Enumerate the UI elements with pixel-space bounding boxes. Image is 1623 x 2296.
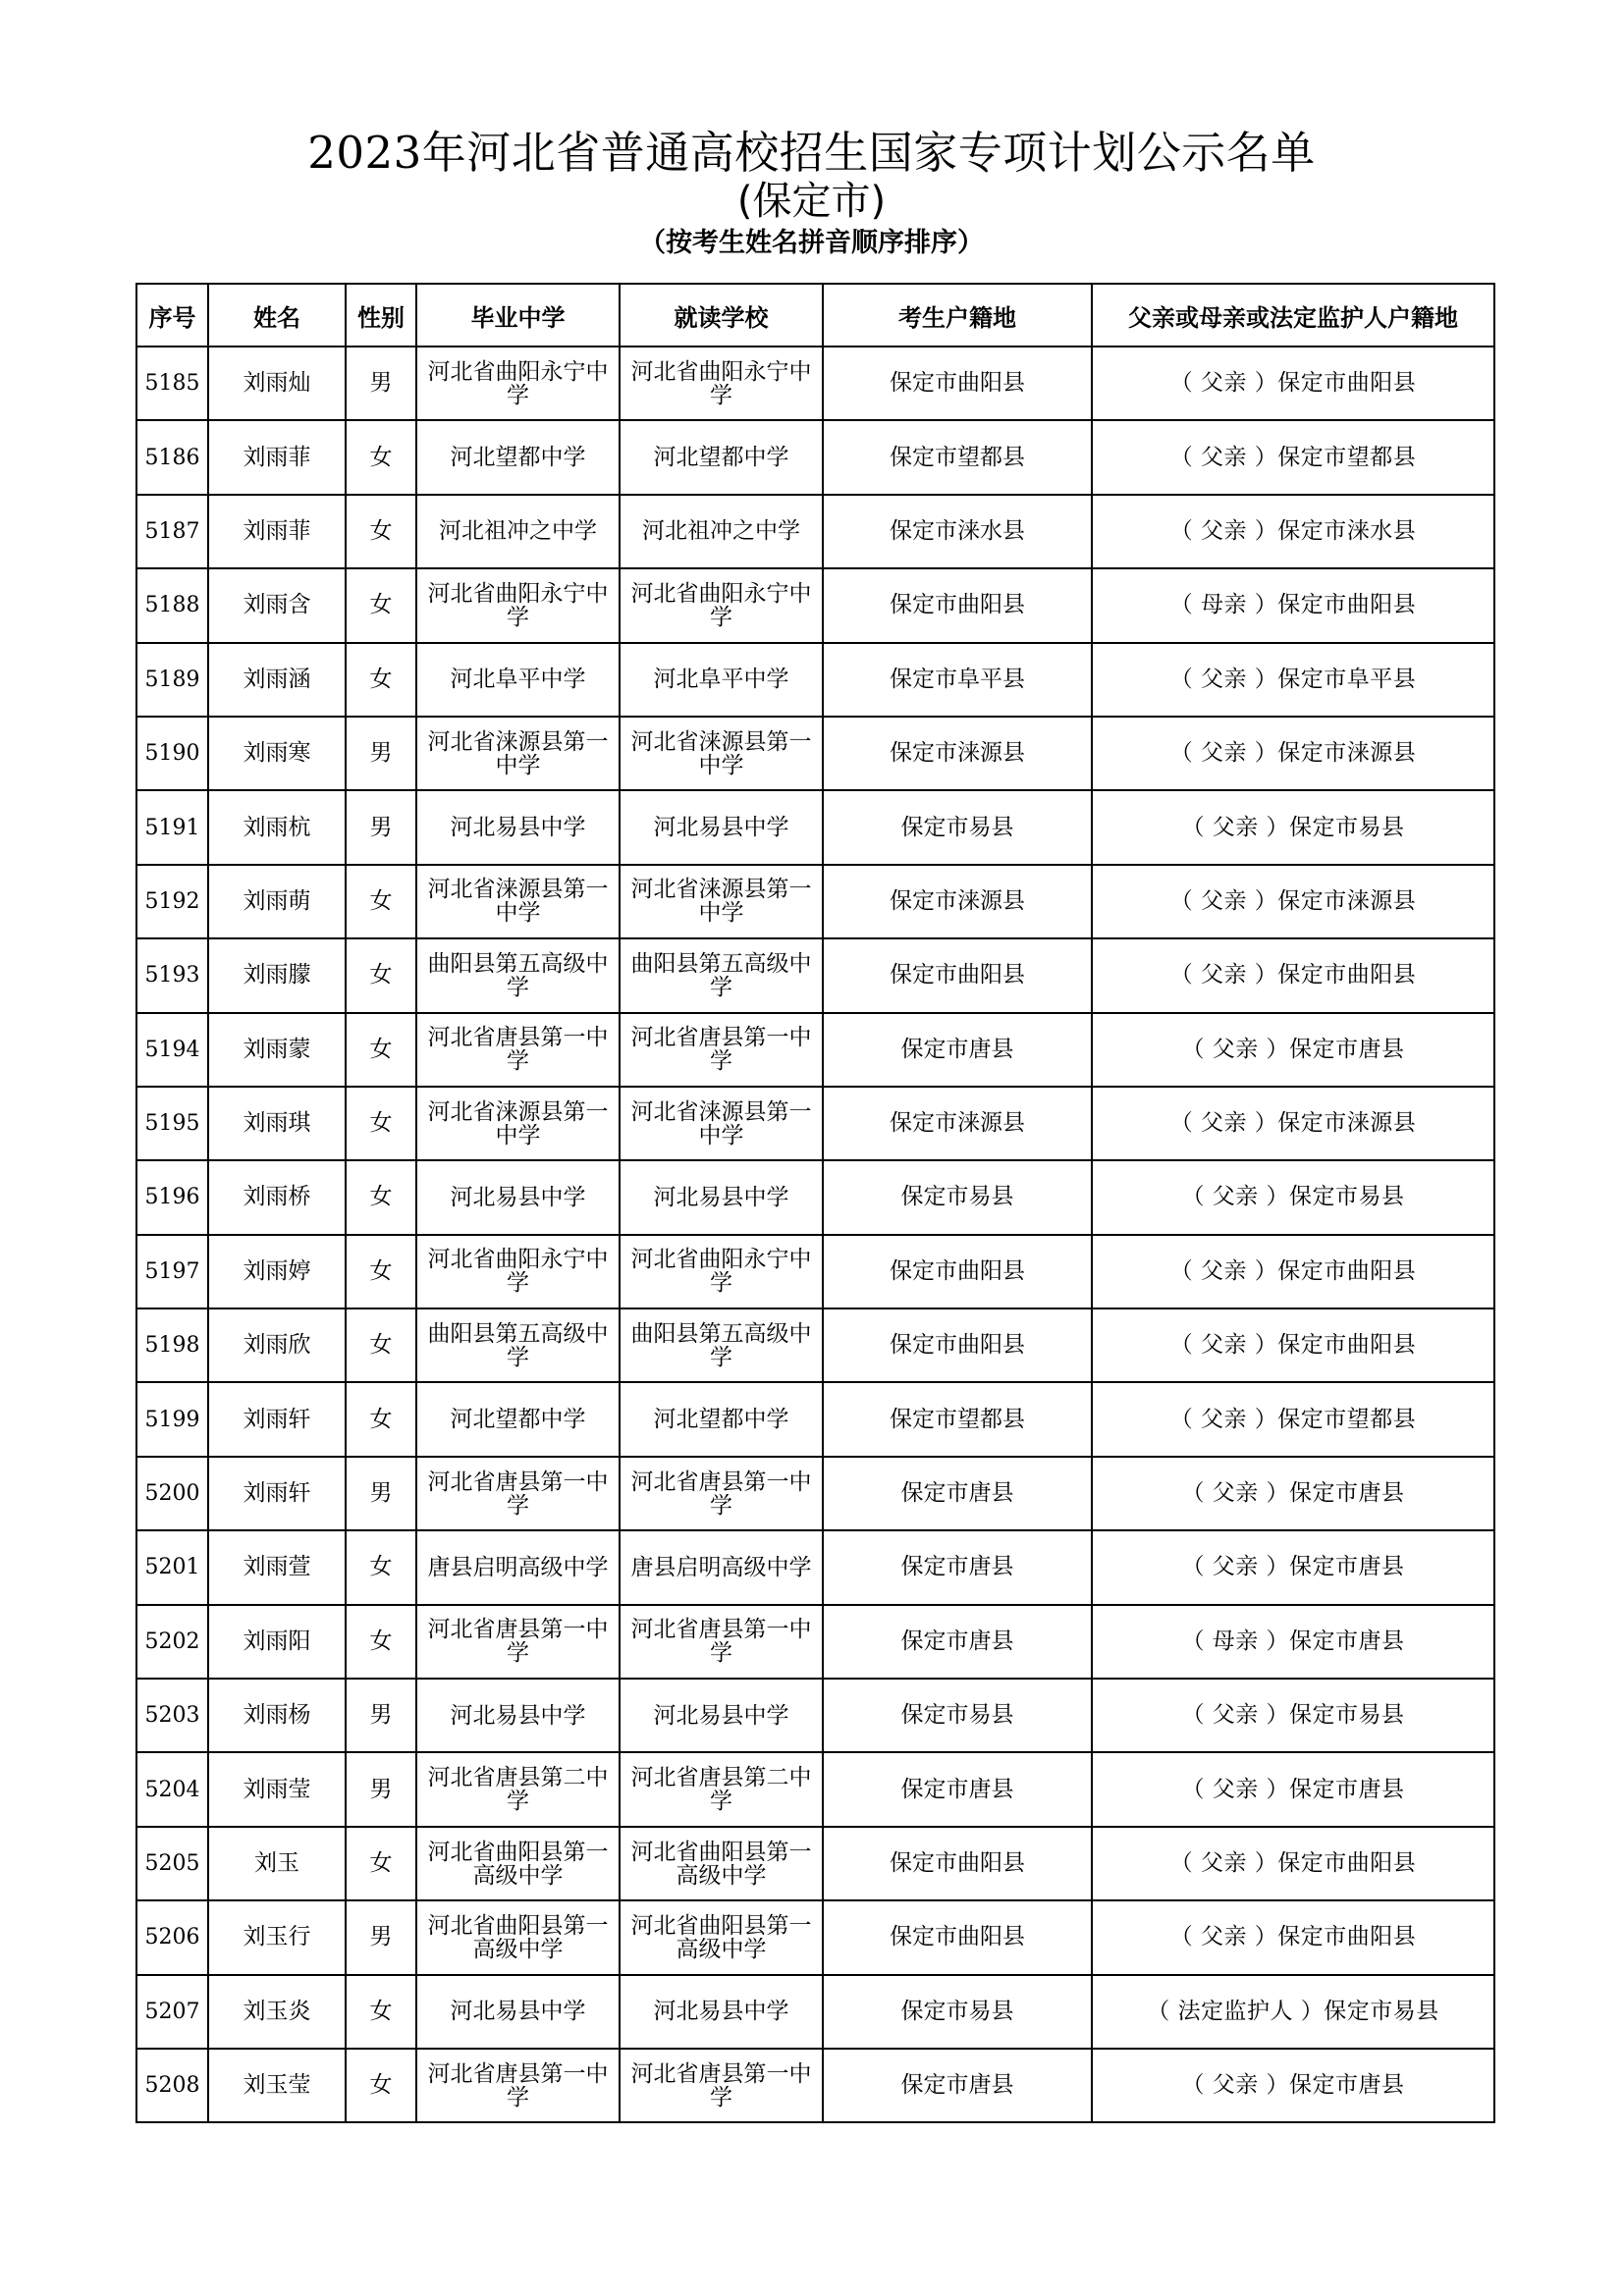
seq-cell: 5186 [136, 420, 208, 494]
guardian-hukou-cell: （ 父亲 ）保定市涞水县 [1092, 495, 1494, 568]
graduate-school-cell: 曲阳县第五高级中学 [416, 1308, 620, 1382]
seq-cell: 5207 [136, 1975, 208, 2049]
gender-cell: 女 [346, 420, 416, 494]
column-header-gender: 性别 [346, 284, 416, 347]
seq-cell: 5185 [136, 347, 208, 420]
current-school-cell: 河北省唐县第一中学 [620, 1605, 823, 1679]
table-row [136, 865, 1494, 938]
seq-cell: 5193 [136, 938, 208, 1012]
column-header-student-hukou: 考生户籍地 [823, 284, 1092, 347]
student-hukou-cell: 保定市涞源县 [823, 717, 1092, 790]
student-hukou-cell: 保定市曲阳县 [823, 568, 1092, 642]
name-cell: 刘雨萱 [208, 1530, 346, 1604]
graduate-school-cell: 河北省唐县第一中学 [416, 1457, 620, 1530]
table-row [136, 1530, 1494, 1604]
gender-cell: 男 [346, 1679, 416, 1752]
table-row [136, 1013, 1494, 1087]
table-row [136, 643, 1494, 717]
student-hukou-cell: 保定市唐县 [823, 2049, 1092, 2122]
current-school-cell: 河北易县中学 [620, 1160, 823, 1234]
current-school-cell: 河北省曲阳永宁中学 [620, 1235, 823, 1308]
gender-cell: 女 [346, 1530, 416, 1604]
seq-cell: 5200 [136, 1457, 208, 1530]
table-row [136, 938, 1494, 1012]
gender-cell: 女 [346, 1827, 416, 1900]
student-hukou-cell: 保定市曲阳县 [823, 1827, 1092, 1900]
graduate-school-cell: 河北省唐县第一中学 [416, 2049, 620, 2122]
current-school-cell: 河北易县中学 [620, 1975, 823, 2049]
guardian-hukou-cell: （ 父亲 ）保定市曲阳县 [1092, 1235, 1494, 1308]
guardian-hukou-cell: （ 父亲 ）保定市易县 [1092, 1679, 1494, 1752]
table-row [136, 1160, 1494, 1234]
gender-cell: 女 [346, 865, 416, 938]
student-hukou-cell: 保定市望都县 [823, 420, 1092, 494]
current-school-cell: 河北省涞源县第一中学 [620, 1087, 823, 1160]
student-hukou-cell: 保定市易县 [823, 1679, 1092, 1752]
current-school-cell: 河北省曲阳县第一高级中学 [620, 1900, 823, 1974]
table-row [136, 1457, 1494, 1530]
seq-cell: 5201 [136, 1530, 208, 1604]
table-row [136, 1382, 1494, 1456]
name-cell: 刘雨寒 [208, 717, 346, 790]
graduate-school-cell: 河北易县中学 [416, 1679, 620, 1752]
gender-cell: 女 [346, 643, 416, 717]
seq-cell: 5204 [136, 1752, 208, 1826]
seq-cell: 5202 [136, 1605, 208, 1679]
gender-cell: 女 [346, 1160, 416, 1234]
graduate-school-cell: 河北易县中学 [416, 790, 620, 864]
student-hukou-cell: 保定市曲阳县 [823, 938, 1092, 1012]
name-cell: 刘雨朦 [208, 938, 346, 1012]
graduate-school-cell: 河北阜平中学 [416, 643, 620, 717]
student-hukou-cell: 保定市望都县 [823, 1382, 1092, 1456]
student-hukou-cell: 保定市易县 [823, 1975, 1092, 2049]
guardian-hukou-cell: （ 父亲 ）保定市阜平县 [1092, 643, 1494, 717]
current-school-cell: 河北省唐县第一中学 [620, 2049, 823, 2122]
gender-cell: 男 [346, 1457, 416, 1530]
student-hukou-cell: 保定市曲阳县 [823, 1308, 1092, 1382]
guardian-hukou-cell: （ 父亲 ）保定市唐县 [1092, 1013, 1494, 1087]
name-cell: 刘雨婷 [208, 1235, 346, 1308]
student-hukou-cell: 保定市唐县 [823, 1605, 1092, 1679]
table-row [136, 347, 1494, 420]
graduate-school-cell: 河北省涞源县第一中学 [416, 1087, 620, 1160]
table-row [136, 1235, 1494, 1308]
gender-cell: 女 [346, 1087, 416, 1160]
current-school-cell: 曲阳县第五高级中学 [620, 938, 823, 1012]
graduate-school-cell: 河北省涞源县第一中学 [416, 717, 620, 790]
column-header-seq: 序号 [136, 284, 208, 347]
graduate-school-cell: 河北易县中学 [416, 1975, 620, 2049]
gender-cell: 男 [346, 1900, 416, 1974]
table-row [136, 2049, 1494, 2122]
student-hukou-cell: 保定市唐县 [823, 1530, 1092, 1604]
name-cell: 刘雨杭 [208, 790, 346, 864]
student-hukou-cell: 保定市涞源县 [823, 1087, 1092, 1160]
seq-cell: 5205 [136, 1827, 208, 1900]
current-school-cell: 河北省曲阳永宁中学 [620, 568, 823, 642]
table-row [136, 790, 1494, 864]
gender-cell: 男 [346, 790, 416, 864]
gender-cell: 女 [346, 1235, 416, 1308]
name-cell: 刘雨琪 [208, 1087, 346, 1160]
seq-cell: 5189 [136, 643, 208, 717]
guardian-hukou-cell: （ 父亲 ）保定市易县 [1092, 1160, 1494, 1234]
guardian-hukou-cell: （ 父亲 ）保定市曲阳县 [1092, 1900, 1494, 1974]
current-school-cell: 河北省曲阳永宁中学 [620, 347, 823, 420]
table-row [136, 1308, 1494, 1382]
current-school-cell: 曲阳县第五高级中学 [620, 1308, 823, 1382]
name-cell: 刘雨欣 [208, 1308, 346, 1382]
seq-cell: 5206 [136, 1900, 208, 1974]
gender-cell: 女 [346, 495, 416, 568]
graduate-school-cell: 河北省曲阳永宁中学 [416, 347, 620, 420]
seq-cell: 5195 [136, 1087, 208, 1160]
sort-note: （按考生姓名拼音顺序排序） [639, 228, 984, 258]
guardian-hukou-cell: （ 母亲 ）保定市唐县 [1092, 1605, 1494, 1679]
seq-cell: 5198 [136, 1308, 208, 1382]
guardian-hukou-cell: （ 法定监护人 ）保定市易县 [1092, 1975, 1494, 2049]
guardian-hukou-cell: （ 父亲 ）保定市涞源县 [1092, 865, 1494, 938]
graduate-school-cell: 河北省唐县第二中学 [416, 1752, 620, 1826]
student-hukou-cell: 保定市曲阳县 [823, 1235, 1092, 1308]
gender-cell: 男 [346, 347, 416, 420]
seq-cell: 5208 [136, 2049, 208, 2122]
column-header-name: 姓名 [208, 284, 346, 347]
student-hukou-cell: 保定市唐县 [823, 1013, 1092, 1087]
current-school-cell: 河北省唐县第一中学 [620, 1013, 823, 1087]
seq-cell: 5192 [136, 865, 208, 938]
graduate-school-cell: 河北易县中学 [416, 1160, 620, 1234]
table-row [136, 1752, 1494, 1826]
guardian-hukou-cell: （ 父亲 ）保定市涞源县 [1092, 1087, 1494, 1160]
graduate-school-cell: 河北省曲阳县第一高级中学 [416, 1900, 620, 1974]
table-header-row [136, 284, 1494, 347]
gender-cell: 女 [346, 2049, 416, 2122]
guardian-hukou-cell: （ 父亲 ）保定市唐县 [1092, 1530, 1494, 1604]
graduate-school-cell: 河北省唐县第一中学 [416, 1605, 620, 1679]
table-row [136, 1827, 1494, 1900]
name-cell: 刘雨菲 [208, 495, 346, 568]
table-row [136, 1975, 1494, 2049]
seq-cell: 5187 [136, 495, 208, 568]
name-cell: 刘雨轩 [208, 1457, 346, 1530]
current-school-cell: 河北易县中学 [620, 1679, 823, 1752]
name-cell: 刘玉莹 [208, 2049, 346, 2122]
table-row [136, 568, 1494, 642]
seq-cell: 5196 [136, 1160, 208, 1234]
guardian-hukou-cell: （ 父亲 ）保定市望都县 [1092, 420, 1494, 494]
seq-cell: 5188 [136, 568, 208, 642]
gender-cell: 女 [346, 1605, 416, 1679]
table-row [136, 1900, 1494, 1974]
name-cell: 刘雨莹 [208, 1752, 346, 1826]
graduate-school-cell: 河北省涞源县第一中学 [416, 865, 620, 938]
column-header-guardian-hukou: 父亲或母亲或法定监护人户籍地 [1092, 284, 1494, 347]
table-row [136, 1679, 1494, 1752]
name-cell: 刘雨萌 [208, 865, 346, 938]
graduate-school-cell: 河北祖冲之中学 [416, 495, 620, 568]
name-cell: 刘雨涵 [208, 643, 346, 717]
guardian-hukou-cell: （ 父亲 ）保定市曲阳县 [1092, 1827, 1494, 1900]
gender-cell: 女 [346, 938, 416, 1012]
current-school-cell: 河北望都中学 [620, 420, 823, 494]
name-cell: 刘雨灿 [208, 347, 346, 420]
name-cell: 刘雨蒙 [208, 1013, 346, 1087]
student-hukou-cell: 保定市唐县 [823, 1752, 1092, 1826]
student-hukou-cell: 保定市易县 [823, 1160, 1092, 1234]
name-cell: 刘雨杨 [208, 1679, 346, 1752]
guardian-hukou-cell: （ 父亲 ）保定市曲阳县 [1092, 1308, 1494, 1382]
guardian-hukou-cell: （ 父亲 ）保定市涞源县 [1092, 717, 1494, 790]
current-school-cell: 河北省唐县第一中学 [620, 1457, 823, 1530]
guardian-hukou-cell: （ 母亲 ）保定市曲阳县 [1092, 568, 1494, 642]
table-row [136, 1087, 1494, 1160]
guardian-hukou-cell: （ 父亲 ）保定市唐县 [1092, 1457, 1494, 1530]
gender-cell: 女 [346, 568, 416, 642]
name-cell: 刘玉炎 [208, 1975, 346, 2049]
current-school-cell: 河北望都中学 [620, 1382, 823, 1456]
gender-cell: 男 [346, 1752, 416, 1826]
guardian-hukou-cell: （ 父亲 ）保定市唐县 [1092, 1752, 1494, 1826]
name-cell: 刘雨菲 [208, 420, 346, 494]
seq-cell: 5194 [136, 1013, 208, 1087]
name-cell: 刘雨含 [208, 568, 346, 642]
seq-cell: 5190 [136, 717, 208, 790]
name-cell: 刘雨桥 [208, 1160, 346, 1234]
table-row [136, 495, 1494, 568]
current-school-cell: 唐县启明高级中学 [620, 1530, 823, 1604]
name-cell: 刘玉 [208, 1827, 346, 1900]
current-school-cell: 河北省涞源县第一中学 [620, 717, 823, 790]
graduate-school-cell: 河北省唐县第一中学 [416, 1013, 620, 1087]
guardian-hukou-cell: （ 父亲 ）保定市望都县 [1092, 1382, 1494, 1456]
column-header-graduate-school: 毕业中学 [416, 284, 620, 347]
roster-table [135, 283, 1495, 2123]
student-hukou-cell: 保定市涞水县 [823, 495, 1092, 568]
document-title: 2023年河北省普通高校招生国家专项计划公示名单 [307, 127, 1316, 179]
seq-cell: 5197 [136, 1235, 208, 1308]
current-school-cell: 河北祖冲之中学 [620, 495, 823, 568]
gender-cell: 男 [346, 717, 416, 790]
gender-cell: 女 [346, 1382, 416, 1456]
student-hukou-cell: 保定市曲阳县 [823, 1900, 1092, 1974]
guardian-hukou-cell: （ 父亲 ）保定市唐县 [1092, 2049, 1494, 2122]
graduate-school-cell: 河北省曲阳永宁中学 [416, 568, 620, 642]
graduate-school-cell: 河北望都中学 [416, 1382, 620, 1456]
current-school-cell: 河北易县中学 [620, 790, 823, 864]
graduate-school-cell: 唐县启明高级中学 [416, 1530, 620, 1604]
student-hukou-cell: 保定市曲阳县 [823, 347, 1092, 420]
name-cell: 刘雨阳 [208, 1605, 346, 1679]
current-school-cell: 河北省涞源县第一中学 [620, 865, 823, 938]
student-hukou-cell: 保定市唐县 [823, 1457, 1092, 1530]
guardian-hukou-cell: （ 父亲 ）保定市易县 [1092, 790, 1494, 864]
current-school-cell: 河北省曲阳县第一高级中学 [620, 1827, 823, 1900]
table-body [136, 347, 1494, 2122]
graduate-school-cell: 河北省曲阳永宁中学 [416, 1235, 620, 1308]
column-header-current-school: 就读学校 [620, 284, 823, 347]
current-school-cell: 河北阜平中学 [620, 643, 823, 717]
table-row [136, 420, 1494, 494]
document-subtitle: (保定市) [736, 179, 887, 224]
guardian-hukou-cell: （ 父亲 ）保定市曲阳县 [1092, 347, 1494, 420]
name-cell: 刘玉行 [208, 1900, 346, 1974]
seq-cell: 5199 [136, 1382, 208, 1456]
table-row [136, 1605, 1494, 1679]
graduate-school-cell: 曲阳县第五高级中学 [416, 938, 620, 1012]
seq-cell: 5191 [136, 790, 208, 864]
guardian-hukou-cell: （ 父亲 ）保定市曲阳县 [1092, 938, 1494, 1012]
current-school-cell: 河北省唐县第二中学 [620, 1752, 823, 1826]
name-cell: 刘雨轩 [208, 1382, 346, 1456]
graduate-school-cell: 河北省曲阳县第一高级中学 [416, 1827, 620, 1900]
gender-cell: 女 [346, 1013, 416, 1087]
student-hukou-cell: 保定市易县 [823, 790, 1092, 864]
gender-cell: 女 [346, 1308, 416, 1382]
gender-cell: 女 [346, 1975, 416, 2049]
graduate-school-cell: 河北望都中学 [416, 420, 620, 494]
table-row [136, 717, 1494, 790]
student-hukou-cell: 保定市涞源县 [823, 865, 1092, 938]
seq-cell: 5203 [136, 1679, 208, 1752]
student-hukou-cell: 保定市阜平县 [823, 643, 1092, 717]
